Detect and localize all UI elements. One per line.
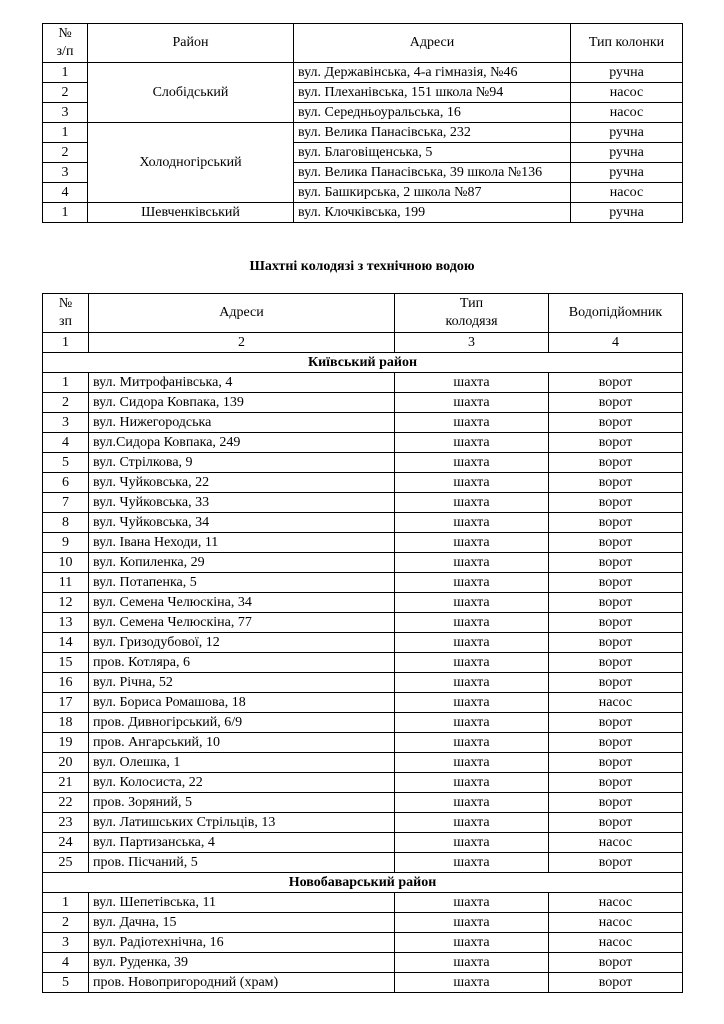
lifter-cell: ворот (549, 473, 683, 493)
well-type-cell: шахта (395, 633, 549, 653)
table-row (43, 433, 683, 453)
row-number: 21 (43, 773, 89, 793)
row-number: 2 (43, 143, 88, 163)
section-title: Київський район (43, 353, 683, 373)
well-type-cell: шахта (395, 373, 549, 393)
well-type-cell: шахта (395, 953, 549, 973)
well-type-cell: шахта (395, 813, 549, 833)
address-cell: вул. Середньоуральська, 16 (294, 103, 571, 123)
lifter-cell: ворот (549, 753, 683, 773)
header-lifter: Водопідйомник (549, 294, 683, 333)
table-row (43, 613, 683, 633)
lifter-cell: насос (549, 913, 683, 933)
address-cell: вул. Радіотехнічна, 16 (89, 933, 395, 953)
lifter-cell: ворот (549, 733, 683, 753)
well-type-cell: шахта (395, 753, 549, 773)
row-number: 4 (43, 183, 88, 203)
well-type-cell: шахта (395, 473, 549, 493)
row-number: 7 (43, 493, 89, 513)
lifter-cell: ворот (549, 573, 683, 593)
lifter-cell: ворот (549, 713, 683, 733)
row-number: 4 (43, 433, 89, 453)
column-type-cell: насос (571, 183, 683, 203)
address-cell: вул.Сидора Ковпака, 249 (89, 433, 395, 453)
table-row (43, 573, 683, 593)
well-type-cell: шахта (395, 453, 549, 473)
address-cell: вул. Потапенка, 5 (89, 573, 395, 593)
column-number: 1 (43, 333, 89, 353)
table-row (43, 853, 683, 873)
table-row (43, 713, 683, 733)
lifter-cell: ворот (549, 633, 683, 653)
district-name: Слобідський (88, 63, 294, 123)
address-cell: вул. Чуйковська, 34 (89, 513, 395, 533)
address-cell: вул. Копиленка, 29 (89, 553, 395, 573)
address-cell: вул. Олешка, 1 (89, 753, 395, 773)
row-number: 2 (43, 393, 89, 413)
table-row (43, 693, 683, 713)
row-number: 4 (43, 953, 89, 973)
lifter-cell: насос (549, 933, 683, 953)
lifter-cell: ворот (549, 393, 683, 413)
row-number: 2 (43, 913, 89, 933)
header-num: № з/п (43, 24, 88, 63)
well-type-cell: шахта (395, 593, 549, 613)
address-cell: вул. Руденка, 39 (89, 953, 395, 973)
address-cell: пров. Пісчаний, 5 (89, 853, 395, 873)
column-type-cell: ручна (571, 123, 683, 143)
table-row (43, 513, 683, 533)
lifter-cell: ворот (549, 773, 683, 793)
row-number: 10 (43, 553, 89, 573)
table-row (43, 533, 683, 553)
section-row (43, 873, 683, 893)
well-type-cell: шахта (395, 893, 549, 913)
well-type-cell: шахта (395, 513, 549, 533)
table-row (43, 393, 683, 413)
table-row (43, 553, 683, 573)
wells-table-title: Шахтні колодязі з технічною водою (249, 259, 475, 274)
row-number: 12 (43, 593, 89, 613)
address-cell: вул. Колосиста, 22 (89, 773, 395, 793)
address-cell: вул. Сидора Ковпака, 139 (89, 393, 395, 413)
lifter-cell: ворот (549, 973, 683, 993)
address-cell: пров. Зоряний, 5 (89, 793, 395, 813)
column-type-cell: ручна (571, 163, 683, 183)
header-num: № зп (43, 294, 89, 333)
address-cell: пров. Котляра, 6 (89, 653, 395, 673)
column-type-cell: насос (571, 103, 683, 123)
well-type-cell: шахта (395, 833, 549, 853)
address-cell: вул. Бориса Ромашова, 18 (89, 693, 395, 713)
address-cell: пров. Новопригородний (храм) (89, 973, 395, 993)
address-cell: вул. Івана Неходи, 11 (89, 533, 395, 553)
well-type-cell: шахта (395, 973, 549, 993)
pump-table-header (43, 24, 683, 63)
table-row (43, 453, 683, 473)
row-number: 1 (43, 123, 88, 143)
row-number: 2 (43, 83, 88, 103)
address-cell: вул. Башкирська, 2 школа №87 (294, 183, 571, 203)
well-type-cell: шахта (395, 393, 549, 413)
lifter-cell: ворот (549, 953, 683, 973)
table-row (43, 653, 683, 673)
column-number: 4 (549, 333, 683, 353)
header-district: Район (88, 24, 294, 63)
table-row (43, 933, 683, 953)
address-cell: вул. Дачна, 15 (89, 913, 395, 933)
lifter-cell: ворот (549, 513, 683, 533)
section-row (43, 353, 683, 373)
address-cell: вул. Велика Панасівська, 232 (294, 123, 571, 143)
well-type-cell: шахта (395, 533, 549, 553)
district-name: Холодногірський (88, 123, 294, 203)
row-number: 3 (43, 933, 89, 953)
lifter-cell: ворот (549, 813, 683, 833)
row-number: 5 (43, 453, 89, 473)
row-number: 3 (43, 103, 88, 123)
well-type-cell: шахта (395, 553, 549, 573)
table-row (43, 413, 683, 433)
row-number: 22 (43, 793, 89, 813)
row-number: 13 (43, 613, 89, 633)
lifter-cell: ворот (549, 853, 683, 873)
row-number: 17 (43, 693, 89, 713)
well-type-cell: шахта (395, 613, 549, 633)
column-number: 3 (395, 333, 549, 353)
well-type-cell: шахта (395, 933, 549, 953)
table-row (43, 493, 683, 513)
wells-table (42, 293, 683, 993)
table-row (43, 813, 683, 833)
row-number: 1 (43, 63, 88, 83)
pump-table-body (43, 63, 683, 223)
row-number: 1 (43, 203, 88, 223)
header-well-type: Тип колодязя (395, 294, 549, 333)
table-row (43, 773, 683, 793)
address-cell: вул. Шепетівська, 11 (89, 893, 395, 913)
wells-table-body (43, 353, 683, 993)
address-cell: пров. Дивногірський, 6/9 (89, 713, 395, 733)
column-type-cell: ручна (571, 143, 683, 163)
header-type: Тип колонки (571, 24, 683, 63)
well-type-cell: шахта (395, 673, 549, 693)
district-name: Шевченківський (88, 203, 294, 223)
column-number: 2 (89, 333, 395, 353)
well-type-cell: шахта (395, 853, 549, 873)
row-number: 25 (43, 853, 89, 873)
column-type-cell: ручна (571, 63, 683, 83)
row-number: 3 (43, 413, 89, 433)
lifter-cell: ворот (549, 593, 683, 613)
well-type-cell: шахта (395, 913, 549, 933)
address-cell: вул. Плеханівська, 151 школа №94 (294, 83, 571, 103)
lifter-cell: ворот (549, 373, 683, 393)
header-address: Адреси (294, 24, 571, 63)
well-type-cell: шахта (395, 433, 549, 453)
lifter-cell: ворот (549, 453, 683, 473)
table-row (43, 63, 683, 83)
row-number: 24 (43, 833, 89, 853)
table-row (43, 673, 683, 693)
table-row (43, 203, 683, 223)
table-row (43, 913, 683, 933)
row-number: 1 (43, 373, 89, 393)
lifter-cell: ворот (549, 793, 683, 813)
well-type-cell: шахта (395, 653, 549, 673)
table-row (43, 733, 683, 753)
row-number: 23 (43, 813, 89, 833)
table-row (43, 893, 683, 913)
row-number: 18 (43, 713, 89, 733)
table-row (43, 373, 683, 393)
table-row (43, 753, 683, 773)
address-cell: вул. Чуйковська, 33 (89, 493, 395, 513)
lifter-cell: ворот (549, 493, 683, 513)
address-cell: пров. Ангарський, 10 (89, 733, 395, 753)
well-type-cell: шахта (395, 733, 549, 753)
row-number: 3 (43, 163, 88, 183)
section-title: Новобаварський район (43, 873, 683, 893)
well-type-cell: шахта (395, 793, 549, 813)
address-cell: вул. Латишських Стрільців, 13 (89, 813, 395, 833)
lifter-cell: ворот (549, 413, 683, 433)
address-cell: вул. Партизанська, 4 (89, 833, 395, 853)
pump-columns-table (42, 23, 683, 223)
well-type-cell: шахта (395, 493, 549, 513)
address-cell: вул. Семена Челюскіна, 34 (89, 593, 395, 613)
address-cell: вул. Клочківська, 199 (294, 203, 571, 223)
address-cell: вул. Велика Панасівська, 39 школа №136 (294, 163, 571, 183)
lifter-cell: насос (549, 833, 683, 853)
lifter-cell: ворот (549, 613, 683, 633)
column-type-cell: насос (571, 83, 683, 103)
well-type-cell: шахта (395, 773, 549, 793)
table-row (43, 593, 683, 613)
address-cell: вул. Семена Челюскіна, 77 (89, 613, 395, 633)
well-type-cell: шахта (395, 713, 549, 733)
lifter-cell: ворот (549, 553, 683, 573)
address-cell: вул. Державінська, 4-а гімназія, №46 (294, 63, 571, 83)
address-cell: вул. Річна, 52 (89, 673, 395, 693)
lifter-cell: ворот (549, 433, 683, 453)
address-cell: вул. Нижегородська (89, 413, 395, 433)
wells-table-header (43, 294, 683, 353)
well-type-cell: шахта (395, 413, 549, 433)
table-row (43, 833, 683, 853)
well-type-cell: шахта (395, 573, 549, 593)
table-row (43, 973, 683, 993)
row-number: 16 (43, 673, 89, 693)
header-address: Адреси (89, 294, 395, 333)
address-cell: вул. Стрілкова, 9 (89, 453, 395, 473)
address-cell: вул. Гризодубової, 12 (89, 633, 395, 653)
column-type-cell: ручна (571, 203, 683, 223)
row-number: 6 (43, 473, 89, 493)
row-number: 8 (43, 513, 89, 533)
row-number: 19 (43, 733, 89, 753)
table-row (43, 793, 683, 813)
row-number: 11 (43, 573, 89, 593)
table-row (43, 123, 683, 143)
lifter-cell: ворот (549, 653, 683, 673)
table-row (43, 473, 683, 493)
lifter-cell: ворот (549, 673, 683, 693)
lifter-cell: насос (549, 893, 683, 913)
lifter-cell: ворот (549, 533, 683, 553)
well-type-cell: шахта (395, 693, 549, 713)
table-row (43, 633, 683, 653)
row-number: 5 (43, 973, 89, 993)
row-number: 15 (43, 653, 89, 673)
row-number: 1 (43, 893, 89, 913)
row-number: 14 (43, 633, 89, 653)
table-row (43, 953, 683, 973)
row-number: 9 (43, 533, 89, 553)
address-cell: вул. Благовіщенська, 5 (294, 143, 571, 163)
address-cell: вул. Чуйковська, 22 (89, 473, 395, 493)
address-cell: вул. Митрофанівська, 4 (89, 373, 395, 393)
lifter-cell: насос (549, 693, 683, 713)
row-number: 20 (43, 753, 89, 773)
